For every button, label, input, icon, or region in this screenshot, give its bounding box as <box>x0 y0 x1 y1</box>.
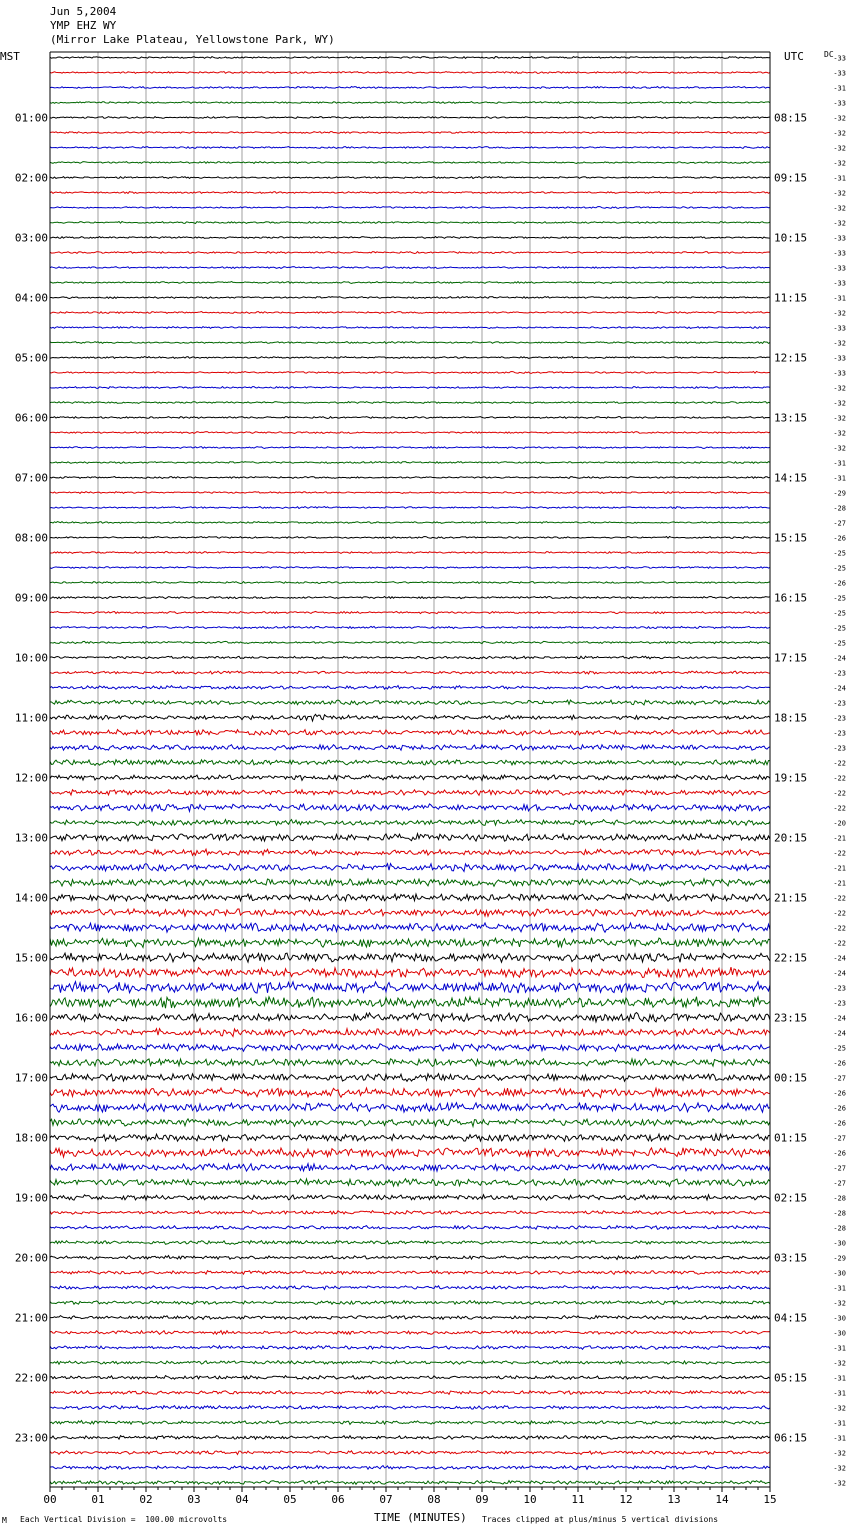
seismogram-trace <box>50 72 770 74</box>
left-hour-label: 13:00 <box>14 831 48 845</box>
seismogram-trace <box>50 492 770 494</box>
seismogram-trace <box>50 57 770 59</box>
right-hour-label: 16:15 <box>774 591 808 605</box>
seismogram-trace <box>50 641 770 643</box>
seismogram-trace <box>50 1164 770 1171</box>
left-hour-label: 06:00 <box>14 411 48 425</box>
seismogram-trace <box>50 1013 770 1022</box>
left-hour-label: 01:00 <box>14 111 48 125</box>
seismogram-trace <box>50 402 770 404</box>
seismogram-trace <box>50 462 770 464</box>
seismogram-trace <box>50 1406 770 1410</box>
dc-offset-label: -33 <box>833 279 846 288</box>
dc-offset-label: -28 <box>833 1194 846 1203</box>
left-hour-label: 05:00 <box>14 351 48 365</box>
seismogram-trace <box>50 177 770 179</box>
seismogram-trace <box>50 804 770 811</box>
dc-offset-label: -23 <box>833 984 846 993</box>
seismogram-trace <box>50 1148 770 1158</box>
scale-note: Each Vertical Division = 100.00 microvolts <box>20 1515 228 1524</box>
seismogram-trace <box>50 938 770 948</box>
seismogram-trace <box>50 1059 770 1067</box>
dc-offset-label: -31 <box>833 1434 846 1443</box>
right-hour-label: 01:15 <box>774 1131 808 1145</box>
dc-offset-label: -27 <box>833 1134 846 1143</box>
left-hour-label: 16:00 <box>14 1011 48 1025</box>
right-hour-label: 00:15 <box>774 1071 808 1085</box>
right-hour-label: 23:15 <box>774 1011 808 1025</box>
dc-offset-label: -26 <box>833 1149 846 1158</box>
seismogram-trace <box>50 387 770 389</box>
seismogram-trace <box>50 982 770 994</box>
dc-offset-label: -32 <box>833 399 846 408</box>
dc-offset-label: -33 <box>833 234 846 243</box>
dc-offset-label: -33 <box>833 99 846 108</box>
dc-offset-label: -26 <box>833 534 846 543</box>
dc-offset-label: -31 <box>833 1419 846 1428</box>
left-hour-label: 22:00 <box>14 1371 48 1385</box>
seismogram-trace <box>50 1074 770 1082</box>
seismogram-trace <box>50 1316 770 1320</box>
left-hour-label: 09:00 <box>14 591 48 605</box>
seismogram-trace <box>50 1391 770 1395</box>
dc-offset-label: -22 <box>833 789 846 798</box>
dc-offset-label: -21 <box>833 879 846 888</box>
seismogram-trace <box>50 147 770 149</box>
dc-offset-label: -33 <box>833 249 846 258</box>
seismogram-traces <box>50 57 770 1485</box>
x-tick-label: 06 <box>331 1493 345 1506</box>
right-hour-label: 21:15 <box>774 891 808 905</box>
dc-offset-label: -26 <box>833 579 846 588</box>
dc-offset-label: -24 <box>833 684 846 693</box>
dc-offset-label: -32 <box>833 219 846 228</box>
x-tick-label: 00 <box>43 1493 57 1506</box>
seismogram-trace <box>50 507 770 509</box>
seismogram-trace <box>50 1481 770 1485</box>
dc-offset-label: -30 <box>833 1239 846 1248</box>
left-hour-label: 08:00 <box>14 531 48 545</box>
seismogram-trace <box>50 1421 770 1425</box>
seismogram-trace <box>50 417 770 419</box>
dc-offset-label: -32 <box>833 1359 846 1368</box>
dc-offset-label: -30 <box>833 1329 846 1338</box>
x-tick-label: 09 <box>475 1493 489 1506</box>
left-hour-label: 11:00 <box>14 711 48 725</box>
dc-offset-label: -33 <box>833 54 846 63</box>
dc-offset-label: -29 <box>833 489 846 498</box>
seismogram-trace <box>50 1226 770 1230</box>
left-hour-labels <box>15 112 48 1445</box>
seismogram-trace <box>50 1134 770 1141</box>
dc-offset-label: -32 <box>833 444 846 453</box>
dc-offset-label: -26 <box>833 1104 846 1113</box>
dc-offset-label: -28 <box>833 1224 846 1233</box>
seismogram-trace <box>50 162 770 164</box>
x-tick-label: 10 <box>523 1493 537 1506</box>
header-station: YMP EHZ WY <box>50 19 117 32</box>
x-tick-label: 05 <box>283 1493 297 1506</box>
seismogram-trace <box>50 626 770 628</box>
dc-offset-label: -30 <box>833 1314 846 1323</box>
dc-offset-label: -25 <box>833 1044 846 1053</box>
x-tick-label: 14 <box>715 1493 729 1506</box>
dc-offset-label: -25 <box>833 609 846 618</box>
header-location: (Mirror Lake Plateau, Yellowstone Park, WY) <box>50 33 335 46</box>
x-tick-label: 12 <box>619 1493 633 1506</box>
dc-offset-label: -32 <box>833 339 846 348</box>
seismogram-trace <box>50 1271 770 1275</box>
dc-offset-label: -22 <box>833 939 846 948</box>
seismogram-trace <box>50 582 770 584</box>
dc-offset-label: -23 <box>833 729 846 738</box>
right-hour-label: 10:15 <box>774 231 808 245</box>
x-tick-label: 15 <box>763 1493 777 1506</box>
right-timezone-label: UTC <box>784 50 804 63</box>
seismogram-trace <box>50 671 770 674</box>
dc-offset-label: -32 <box>833 1479 846 1488</box>
seismogram-trace <box>50 1029 770 1037</box>
dc-offset-label: -31 <box>833 84 846 93</box>
seismogram-trace <box>50 477 770 479</box>
seismogram-trace <box>50 1241 770 1245</box>
left-hour-label: 20:00 <box>14 1251 48 1265</box>
dc-offset-label: -25 <box>833 639 846 648</box>
dc-offset-label: -31 <box>833 1344 846 1353</box>
dc-offset-label: -32 <box>833 1464 846 1473</box>
left-hour-label: 21:00 <box>14 1311 48 1325</box>
seismogram-trace <box>50 775 770 781</box>
dc-offset-label: -24 <box>833 1029 846 1038</box>
dc-offset-label: -32 <box>833 129 846 138</box>
dc-offset-label: -24 <box>833 969 846 978</box>
seismogram-trace <box>50 730 770 736</box>
seismogram-trace <box>50 820 770 826</box>
seismogram-trace <box>50 997 770 1009</box>
seismogram-trace <box>50 714 770 721</box>
seismogram-trace <box>50 267 770 269</box>
seismogram-trace <box>50 1044 770 1051</box>
seismogram-trace <box>50 117 770 119</box>
seismogram-trace <box>50 1301 770 1305</box>
dc-offset-label: -22 <box>833 804 846 813</box>
dc-offset-label: -22 <box>833 774 846 783</box>
seismogram-trace <box>50 222 770 224</box>
dc-offset-label: -25 <box>833 549 846 558</box>
seismogram-trace <box>50 357 770 359</box>
seismogram-trace <box>50 237 770 239</box>
seismogram-trace <box>50 252 770 254</box>
dc-offset-label: -30 <box>833 1269 846 1278</box>
seismogram-trace <box>50 87 770 89</box>
seismogram-trace <box>50 611 770 613</box>
seismogram-trace <box>50 1376 770 1380</box>
dc-offset-label: -32 <box>833 204 846 213</box>
dc-offset-label: -32 <box>833 144 846 153</box>
right-hour-label: 05:15 <box>774 1371 808 1385</box>
x-tick-label: 03 <box>187 1493 201 1506</box>
left-hour-label: 17:00 <box>14 1071 48 1085</box>
dc-offset-label: -23 <box>833 699 846 708</box>
seismogram-trace <box>50 745 770 751</box>
x-tick-label: 02 <box>139 1493 153 1506</box>
dc-offset-label: -28 <box>833 504 846 513</box>
dc-offset-label: -21 <box>833 834 846 843</box>
x-axis-label: TIME (MINUTES) <box>374 1511 467 1524</box>
x-tick-label: 11 <box>571 1493 585 1506</box>
dc-offset-label: -25 <box>833 594 846 603</box>
right-hour-label: 13:15 <box>774 411 808 425</box>
seismogram-trace <box>50 760 770 766</box>
dc-header-label: DC <box>824 50 834 59</box>
seismogram-trace <box>50 1451 770 1455</box>
dc-offset-label: -22 <box>833 894 846 903</box>
seismogram-trace <box>50 656 770 659</box>
dc-offset-label: -31 <box>833 174 846 183</box>
dc-offset-label: -33 <box>833 69 846 78</box>
left-timezone-label: MST <box>0 50 20 63</box>
dc-offset-label: -31 <box>833 459 846 468</box>
seismogram-trace <box>50 102 770 104</box>
dc-offset-label: -32 <box>833 1449 846 1458</box>
seismogram-trace <box>50 312 770 314</box>
dc-offset-label: -32 <box>833 309 846 318</box>
x-axis-ticks <box>43 1487 776 1506</box>
dc-offset-label: -32 <box>833 414 846 423</box>
dc-offset-label: -32 <box>833 159 846 168</box>
dc-offset-label: -32 <box>833 114 846 123</box>
seismogram-trace <box>50 923 770 932</box>
seismogram-trace <box>50 953 770 962</box>
seismogram-trace <box>50 790 770 796</box>
right-hour-label: 17:15 <box>774 651 808 665</box>
right-hour-label: 14:15 <box>774 471 808 485</box>
seismogram-trace <box>50 1256 770 1260</box>
dc-offset-labels <box>833 55 846 1488</box>
left-hour-label: 10:00 <box>14 651 48 665</box>
right-hour-label: 18:15 <box>774 711 808 725</box>
dc-offset-label: -31 <box>833 474 846 483</box>
dc-offset-label: -22 <box>833 759 846 768</box>
seismogram-trace <box>50 864 770 872</box>
dc-offset-label: -33 <box>833 264 846 273</box>
dc-offset-label: -32 <box>833 384 846 393</box>
left-hour-label: 02:00 <box>14 171 48 185</box>
left-hour-label: 12:00 <box>14 771 48 785</box>
seismogram-trace <box>50 1331 770 1335</box>
seismogram-trace <box>50 537 770 539</box>
seismogram-trace <box>50 894 770 902</box>
right-hour-labels <box>774 112 807 1445</box>
x-tick-label: 04 <box>235 1493 249 1506</box>
dc-offset-label: -25 <box>833 624 846 633</box>
right-hour-label: 02:15 <box>774 1191 808 1205</box>
dc-offset-label: -32 <box>833 1299 846 1308</box>
left-hour-label: 18:00 <box>14 1131 48 1145</box>
dc-offset-label: -27 <box>833 1074 846 1083</box>
dc-offset-label: -28 <box>833 1209 846 1218</box>
dc-offset-label: -22 <box>833 849 846 858</box>
seismogram-trace <box>50 297 770 299</box>
dc-offset-label: -24 <box>833 1014 846 1023</box>
right-hour-label: 03:15 <box>774 1251 808 1265</box>
dc-offset-label: -25 <box>833 564 846 573</box>
x-tick-label: 07 <box>379 1493 393 1506</box>
dc-offset-label: -33 <box>833 369 846 378</box>
seismogram-trace <box>50 522 770 524</box>
seismogram-trace <box>50 1103 770 1112</box>
seismogram-trace <box>50 1286 770 1290</box>
dc-offset-label: -24 <box>833 954 846 963</box>
dc-offset-label: -32 <box>833 1404 846 1413</box>
right-hour-label: 04:15 <box>774 1311 808 1325</box>
seismogram-trace <box>50 834 770 841</box>
dc-offset-label: -27 <box>833 1179 846 1188</box>
right-hour-label: 19:15 <box>774 771 808 785</box>
seismogram-trace <box>50 327 770 329</box>
dc-offset-label: -33 <box>833 354 846 363</box>
dc-offset-label: -31 <box>833 1389 846 1398</box>
right-hour-label: 12:15 <box>774 351 808 365</box>
dc-offset-label: -23 <box>833 669 846 678</box>
right-hour-label: 08:15 <box>774 111 808 125</box>
right-hour-label: 15:15 <box>774 531 808 545</box>
seismogram-trace <box>50 1088 770 1097</box>
dc-offset-label: -26 <box>833 1089 846 1098</box>
right-hour-label: 22:15 <box>774 951 808 965</box>
left-hour-label: 23:00 <box>14 1431 48 1445</box>
dc-offset-label: -32 <box>833 189 846 198</box>
seismogram-trace <box>50 372 770 374</box>
seismogram-trace <box>50 849 770 855</box>
left-hour-label: 07:00 <box>14 471 48 485</box>
seismogram-trace <box>50 596 770 598</box>
dc-offset-label: -24 <box>833 654 846 663</box>
left-hour-label: 19:00 <box>14 1191 48 1205</box>
seismogram-trace <box>50 967 770 977</box>
left-hour-label: 03:00 <box>14 231 48 245</box>
left-hour-label: 15:00 <box>14 951 48 965</box>
x-tick-label: 01 <box>91 1493 105 1506</box>
x-tick-label: 13 <box>667 1493 681 1506</box>
dc-offset-label: -27 <box>833 519 846 528</box>
right-hour-label: 09:15 <box>774 171 808 185</box>
right-hour-label: 06:15 <box>774 1431 808 1445</box>
seismogram-trace <box>50 567 770 569</box>
left-hour-label: 04:00 <box>14 291 48 305</box>
seismogram-trace <box>50 909 770 916</box>
seismogram-trace <box>50 552 770 554</box>
dc-offset-label: -33 <box>833 324 846 333</box>
seismogram-trace <box>50 447 770 449</box>
dc-offset-label: -31 <box>833 294 846 303</box>
dc-offset-label: -20 <box>833 819 846 828</box>
seismogram-trace <box>50 686 770 690</box>
dc-offset-label: -26 <box>833 1059 846 1068</box>
dc-offset-label: -22 <box>833 924 846 933</box>
dc-offset-label: -22 <box>833 909 846 918</box>
header-date: Jun 5,2004 <box>50 5 117 18</box>
seismogram-trace <box>50 207 770 209</box>
seismogram-trace <box>50 1211 770 1215</box>
clip-note: Traces clipped at plus/minus 5 vertical divisions <box>482 1515 719 1524</box>
seismogram-trace <box>50 1346 770 1350</box>
dc-offset-label: -23 <box>833 714 846 723</box>
dc-offset-label: -21 <box>833 864 846 873</box>
seismogram-trace <box>50 1436 770 1440</box>
seismogram-trace <box>50 282 770 284</box>
seismogram-trace <box>50 700 770 705</box>
seismogram-trace <box>50 1119 770 1126</box>
corner-mark: M <box>2 1516 7 1525</box>
seismogram-trace <box>50 1466 770 1470</box>
right-hour-label: 11:15 <box>774 291 808 305</box>
seismogram-trace <box>50 1195 770 1200</box>
seismogram-trace <box>50 879 770 886</box>
seismogram-trace <box>50 1179 770 1186</box>
dc-offset-label: -32 <box>833 429 846 438</box>
seismogram-trace <box>50 192 770 194</box>
seismogram-trace <box>50 1361 770 1365</box>
dc-offset-label: -26 <box>833 1119 846 1128</box>
seismogram-trace <box>50 342 770 344</box>
right-hour-label: 20:15 <box>774 831 808 845</box>
dc-offset-label: -23 <box>833 999 846 1008</box>
dc-offset-label: -31 <box>833 1374 846 1383</box>
dc-offset-label: -29 <box>833 1254 846 1263</box>
dc-offset-label: -31 <box>833 1284 846 1293</box>
dc-offset-label: -27 <box>833 1164 846 1173</box>
seismogram-trace <box>50 132 770 134</box>
dc-offset-label: -23 <box>833 744 846 753</box>
seismogram-trace <box>50 432 770 434</box>
x-tick-label: 08 <box>427 1493 441 1506</box>
left-hour-label: 14:00 <box>14 891 48 905</box>
